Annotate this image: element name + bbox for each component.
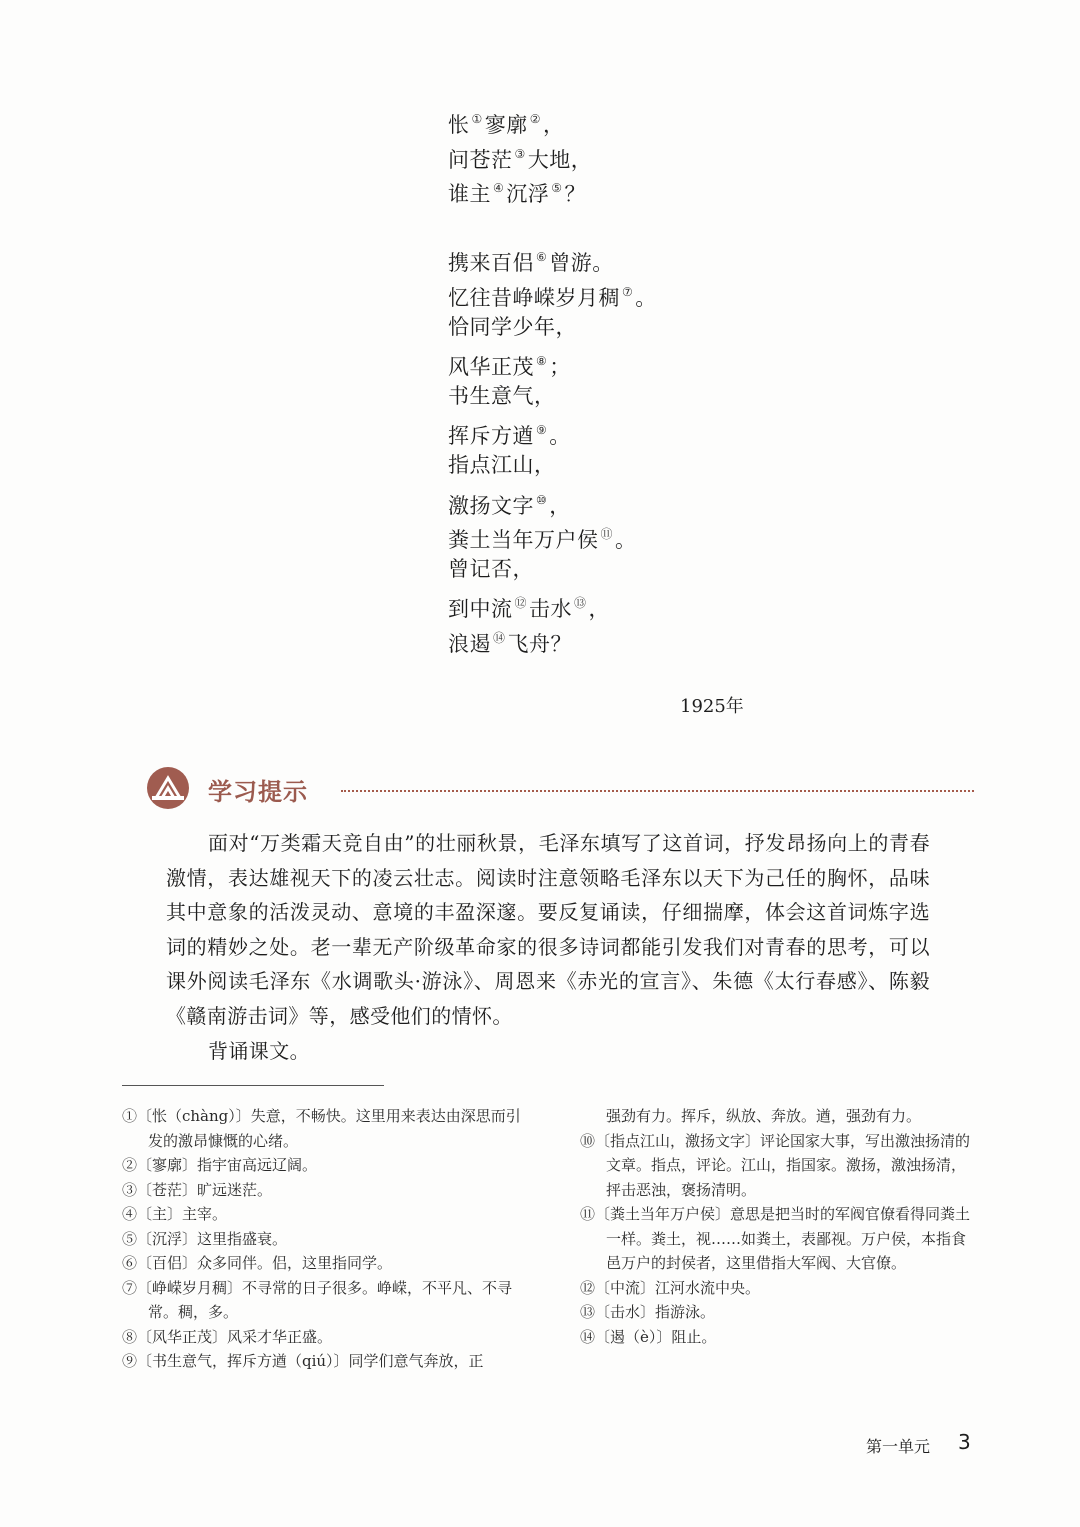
poem-line [448,552,657,587]
poem-text: ， [543,113,565,137]
footnote: ⑤〔沉浮〕这里指盛衰。 [122,1229,288,1248]
poem-text: 谁主 [448,182,491,207]
poem-text: 粪土当年万户侯 [448,528,599,553]
footnote-marker: ③ [514,146,526,161]
poem-text: 寥廓 [484,113,528,137]
footnote: ②〔寥廓〕指宇宙高远辽阔。 [122,1156,318,1174]
footnote: ⑥〔百侣〕众多同伴。侣，这里指同学。 [122,1254,393,1272]
footnote-rule [122,1085,384,1086]
poem-text: 。 [615,528,637,553]
footnote: ⑪〔粪土当年万户侯〕意思是把当时的军阀官僚看得同粪土一样。粪土，视……如粪土，表鄙视。万户侯，本指食邑万户的封侯者，这里借指大军阀、大官僚。 [580,1205,971,1272]
footnote-marker: ⑪ [600,527,614,542]
footnote: ⑧〔风华正茂〕风采才华正盛。 [122,1327,333,1346]
poem-line [448,171,657,206]
poem-line [448,275,657,310]
poem-text: ， [588,597,611,622]
footnote-marker: ⑩ [536,492,548,507]
page-number: 3 [958,1430,971,1454]
poem-text: 曾记否， [448,556,534,581]
footnote: ④〔主〕主宰。 [122,1205,228,1223]
footnote: ⑭〔遏（è）〕阻止。 [580,1327,717,1346]
footnote: ⑨〔书生意气，挥斥方遒（qiú）〕同学们意气奔放，正 [122,1352,484,1370]
study-tips-title: 学习提示 [208,778,308,806]
footnote-continuation: 强劲有力。挥斥，纵放、奔放。遒，强劲有力。 [606,1107,922,1125]
poem-text: 浪遏 [448,631,491,656]
poem-line [448,621,657,656]
poem-text: 忆往昔峥嵘岁月稠 [448,285,620,310]
footnote: ⑫〔中流〕江河水流中央。 [580,1278,761,1297]
footnote-marker: ⑤ [551,181,563,196]
poem-text: ？ [564,182,587,207]
poem-text: 到中流 [448,597,513,622]
footnote: ③〔苍茫〕旷远迷茫。 [122,1180,273,1199]
study-tips-body [166,826,930,1068]
poem-text: 问苍茫 [448,147,513,172]
footnote-marker: ⑬ [574,596,587,611]
study-tips-paragraph: 面对“万类霜天竞自由”的壮丽秋景，毛泽东填写了这首词，抒发昂扬向上的青春激情，表达雄视天下的凌云壮志。阅读时注意领略毛泽东以天下为己任的胸怀，品味其中意象的活泼灵动、意境的丰盈深邃。要反复诵读，仔细揣摩，体会这首词炼字选词的精妙之处。老一辈无产阶级革命家的很多诗词都能引发我们对青春的思考，可以课外阅读毛泽东《水调歌头·游泳》、周恩来《赤光的宣言》、朱德《太行春感》、陈毅《赣南游击词》等，感受他们的情怀。 [166,831,930,1028]
footnote: ⑬〔击水〕指游泳。 [580,1303,716,1321]
poem [448,102,657,656]
study-tips-icon [146,766,190,810]
poem-line [448,483,657,518]
study-tips-header [146,766,976,814]
poem-text: 击水 [529,597,573,622]
footnote-marker: ⑦ [622,284,634,299]
poem-text: 曾游。 [549,251,614,276]
poem-line [448,517,657,552]
footnote: ⑦〔峥嵘岁月稠〕不寻常的日子很多。峥嵘，不平凡、不寻常。稠，多。 [122,1278,513,1321]
footnotes-left-column [122,1104,522,1374]
poem-text: 沉浮 [506,182,550,207]
poem-line [448,137,657,172]
footnote: ①〔怅（chàng）〕失意，不畅快。这里用来表达由深思而引发的激昂慷慨的心绪。 [122,1107,521,1150]
poem-text: 飞舟？ [507,631,573,656]
poem-line [448,344,657,379]
poem-text: 挥斥方遒 [448,424,534,449]
footnote-marker: ② [529,112,542,126]
poem-text: 书生意气， [448,383,556,408]
study-tips-paragraph: 背诵课文。 [208,1038,310,1063]
poem-text: 风华正茂 [448,355,534,380]
poem-year: 1925年 [680,696,744,717]
footnote-marker: ④ [493,181,505,196]
footnote-marker: ⑥ [536,250,548,265]
poem-text: 怅 [448,113,470,137]
footnote-marker: ⑫ [514,596,528,611]
footnote-marker: ⑨ [536,423,548,438]
poem-text: 激扬文字 [448,493,534,518]
footnotes-right-column [580,1104,980,1349]
poem-line [448,586,657,621]
footnote-marker: ⑧ [536,354,548,369]
poem-text: 指点江山， [448,452,556,477]
poem-text: 大地， [527,147,593,172]
poem-text: ； [549,355,571,380]
footnote-marker: ① [471,112,483,126]
poem-line [448,379,657,414]
poem-line [448,102,657,137]
stanza-break [448,206,657,241]
footnote: ⑩〔指点江山，激扬文字〕评论国家大事，写出激浊扬清的文章。指点，评论。江山，指国家。激扬，激浊扬清，抨击恶浊，褒扬清明。 [580,1131,971,1199]
poem-line [448,240,657,275]
poem-text: 。 [635,285,657,310]
footnote-marker: ⑭ [493,630,506,645]
poem-text: 恰同学少年， [448,314,577,339]
poem-line [448,310,657,345]
poem-text: ， [549,493,571,518]
poem-text: 携来百侣 [448,251,534,276]
poem-line [448,413,657,448]
poem-text: 。 [549,424,571,449]
dotted-divider [341,790,974,792]
unit-label: 第一单元 [866,1437,931,1456]
poem-line [448,448,657,483]
